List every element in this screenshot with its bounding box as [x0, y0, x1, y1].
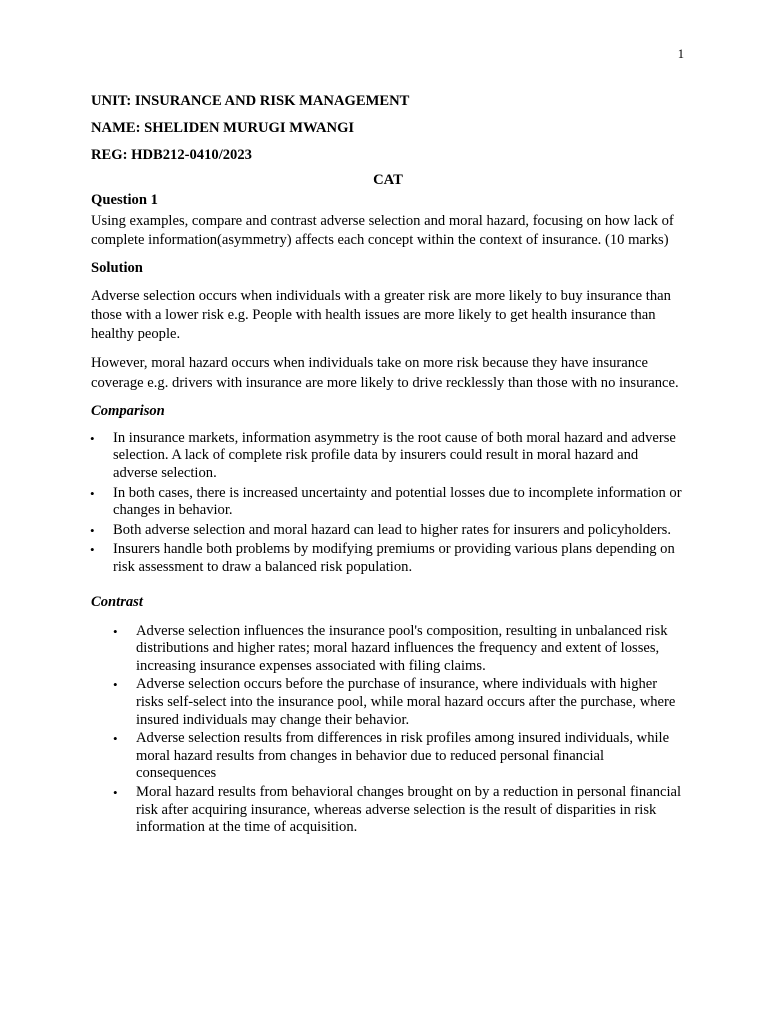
list-item-text: Moral hazard results from behavioral changes brought on by a reduction in personal financial risk after acquiring insurance, whereas adverse selection is the result of disparities in risk information at the time of acquisition. [136, 783, 682, 836]
list-item-text: Adverse selection influences the insurance pool's composition, resulting in unbalanced risk distributions and higher rates; moral hazard influences the frequency and extent of losses, increasing insurance expenses associated with filing claims. [136, 622, 668, 674]
list-item [91, 430, 685, 483]
list-item [113, 676, 685, 729]
list-item-text: In insurance markets, information asymmetry is the root cause of both moral hazard and adverse selection. A lack of complete risk profile data by insurers could result in moral hazard and adverse selection. [113, 429, 676, 482]
list-item [91, 522, 685, 540]
list-item-text: Both adverse selection and moral hazard can lead to higher rates for insurers and policyholders. [113, 521, 672, 538]
list-item [91, 541, 685, 576]
comparison-list [91, 430, 685, 577]
list-item [113, 730, 685, 783]
unit-heading: UNIT: INSURANCE AND RISK MANAGEMENT [91, 93, 410, 109]
contrast-list [113, 623, 685, 837]
solution-paragraph: However, moral hazard occurs when individuals take on more risk because they have insurance coverage e.g. drivers with insurance are more likely to drive recklessly than those with no insurance. [91, 355, 679, 391]
list-item-text: In both cases, there is increased uncertainty and potential losses due to incomplete information or changes in behavior. [113, 484, 682, 519]
bullet-icon: • [90, 542, 95, 558]
comparison-heading: Comparison [91, 402, 165, 419]
bullet-icon: • [113, 623, 118, 639]
list-item [113, 623, 685, 676]
question-label: Question 1 [91, 192, 158, 208]
student-name: NAME: SHELIDEN MURUGI MWANGI [91, 120, 355, 136]
document-body [91, 93, 685, 838]
bullet-icon: • [90, 485, 95, 501]
bullet-icon: • [113, 677, 118, 693]
list-item [113, 784, 685, 837]
registration-number: REG: HDB212-0410/2023 [91, 147, 252, 163]
document-title: CAT [373, 172, 403, 188]
solution-paragraph: Adverse selection occurs when individuals with a greater risk are more likely to buy insurance than those with a lower risk e.g. People with health issues are more likely to get health insurance than healthy people. [91, 287, 671, 343]
list-item [91, 485, 685, 520]
list-item-text: Adverse selection results from differences in risk profiles among insured individuals, while moral hazard results from changes in behavior due to reduced personal financial consequences [136, 730, 670, 782]
bullet-icon: • [90, 430, 95, 446]
solution-label: Solution [91, 259, 143, 276]
bullet-icon: • [113, 731, 118, 747]
bullet-icon: • [113, 784, 118, 800]
bullet-icon: • [90, 522, 95, 538]
page-number: 1 [677, 47, 684, 61]
list-item-text: Insurers handle both problems by modifying premiums or providing various plans depending on risk assessment to draw a balanced risk population. [113, 541, 675, 575]
contrast-heading: Contrast [91, 593, 143, 610]
question-text: Using examples, compare and contrast adverse selection and moral hazard, focusing on how lack of complete information(asymmetry) affects each concept within the context of insurance. (10 marks) [91, 213, 674, 249]
list-item-text: Adverse selection occurs before the purchase of insurance, where individuals with higher risks self-select into the insurance pool, while moral hazard occurs after the purchase, where insured individuals may change their behavior. [136, 676, 676, 728]
